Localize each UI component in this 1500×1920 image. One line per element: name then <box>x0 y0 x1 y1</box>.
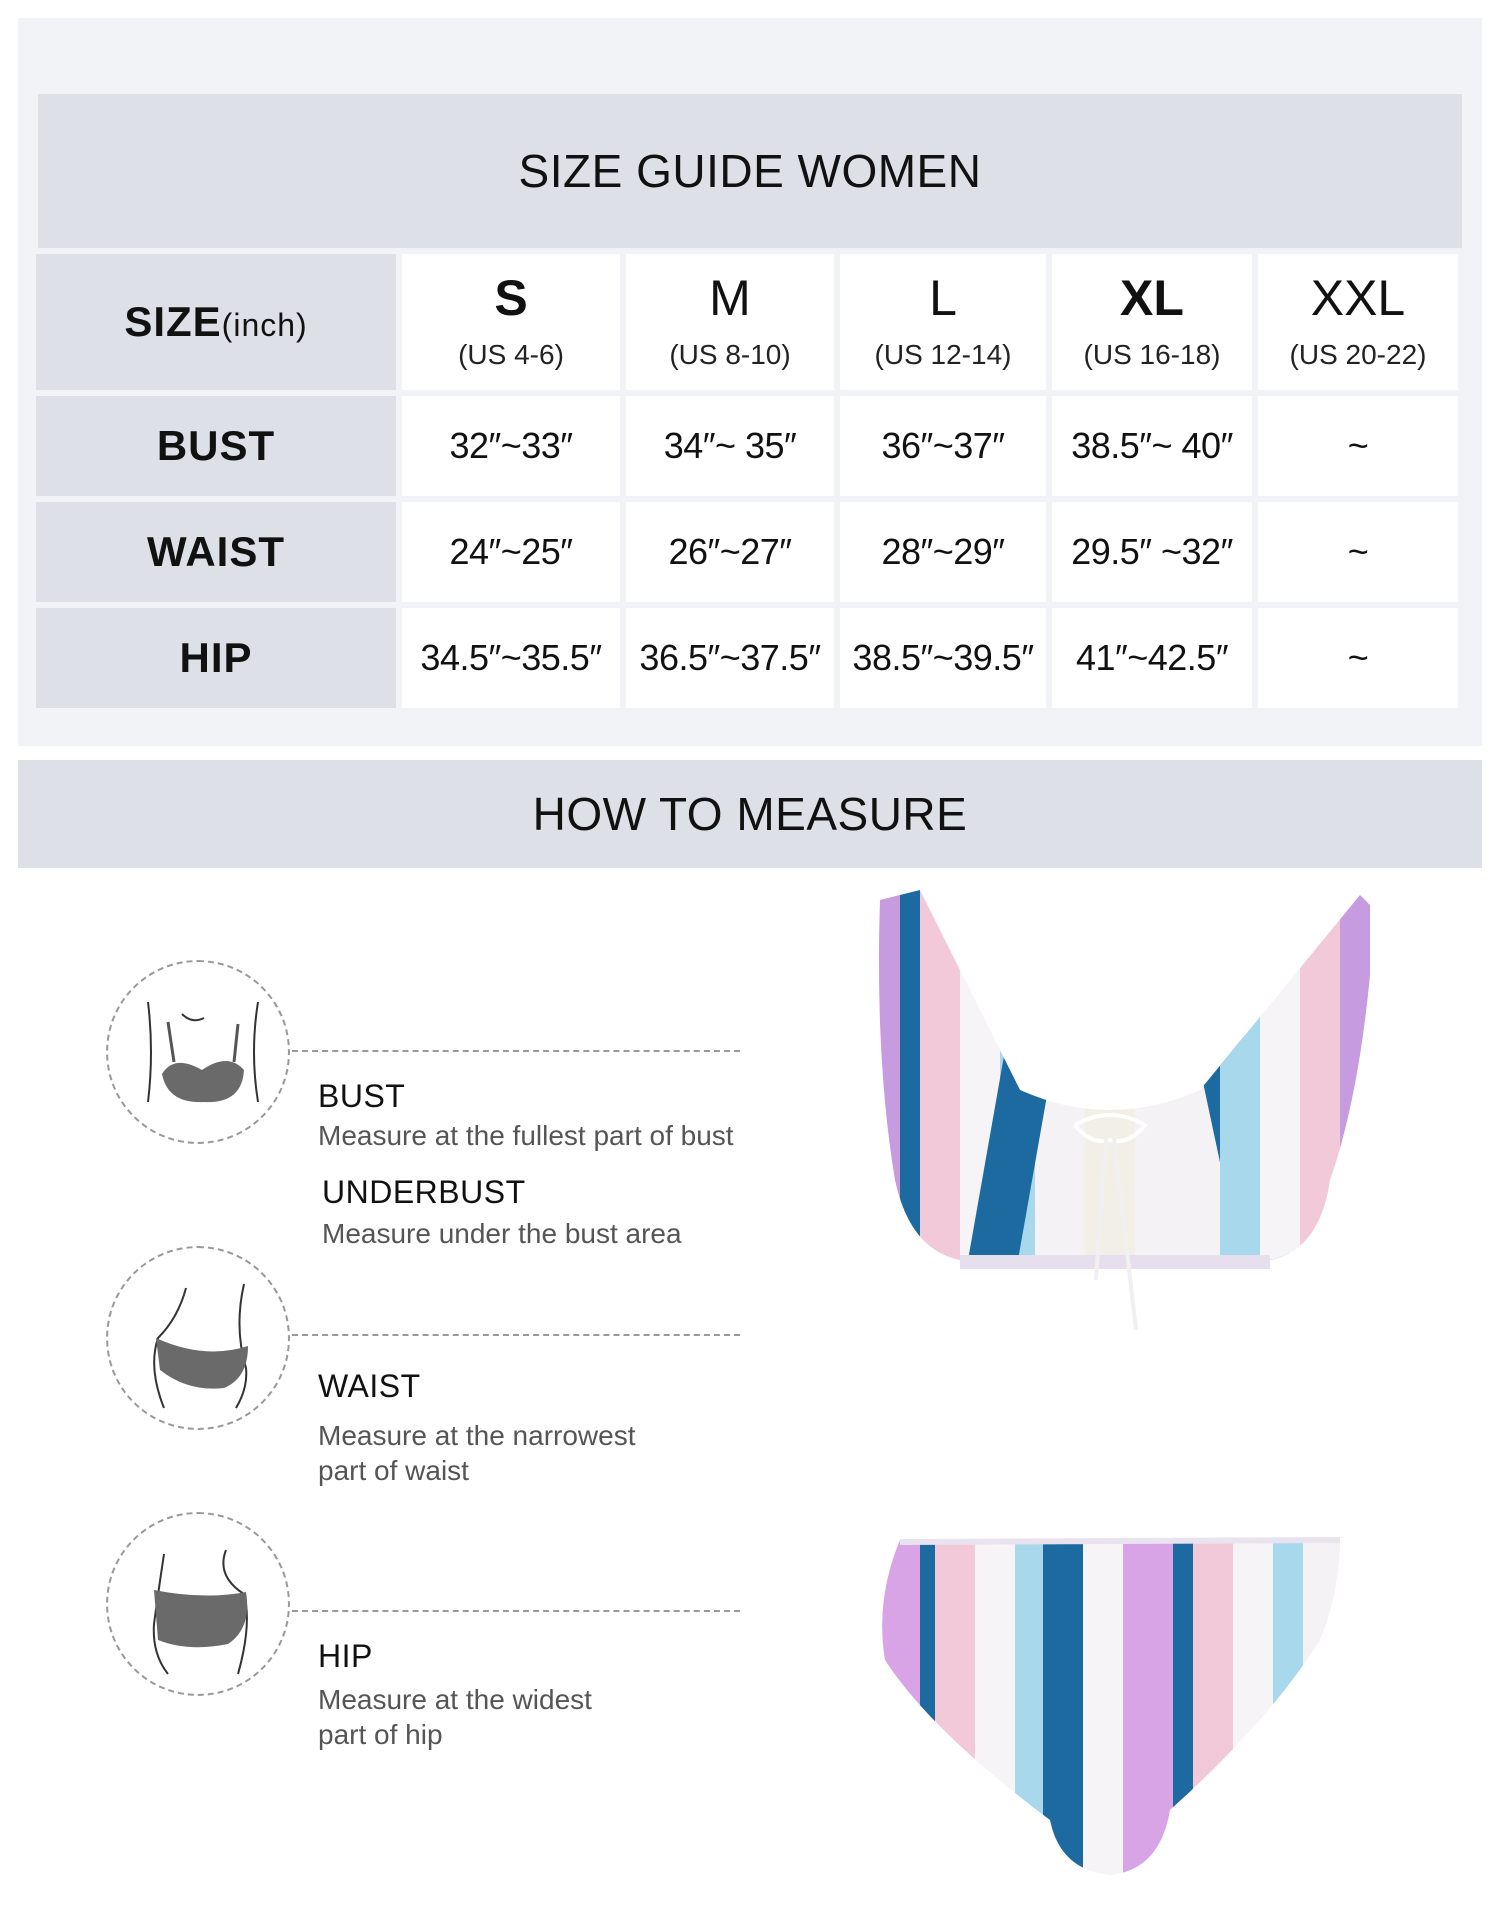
waist-illustration <box>106 1246 290 1430</box>
hip-label: HIP <box>318 1638 373 1674</box>
size-header-label: SIZE(inch) <box>124 298 308 345</box>
size-col-xxl <box>1258 254 1458 390</box>
table-cell: 28″~29″ <box>840 502 1046 602</box>
size-letter: M <box>709 270 751 326</box>
table-cell: 26″~27″ <box>626 502 834 602</box>
table-cell: 24″~25″ <box>402 502 620 602</box>
row-label-hip: HIP <box>36 608 396 708</box>
bust-guide-line <box>292 1050 740 1052</box>
how-to-measure-bar <box>18 760 1482 868</box>
table-cell: 34.5″~35.5″ <box>402 608 620 708</box>
bikini-top-image <box>870 880 1370 1360</box>
size-letter: XL <box>1120 270 1184 326</box>
table-cell: 36″~37″ <box>840 396 1046 496</box>
table-cell: 38.5″~ 40″ <box>1052 396 1252 496</box>
size-letter: XXL <box>1310 270 1406 326</box>
table-cell: ~ <box>1258 608 1458 708</box>
size-col-m <box>626 254 834 390</box>
row-label-waist: WAIST <box>36 502 396 602</box>
size-us-range: (US 20-22) <box>1289 339 1427 370</box>
table-cell: 29.5″ ~32″ <box>1052 502 1252 602</box>
table-cell: 41″~42.5″ <box>1052 608 1252 708</box>
size-letter: S <box>494 270 528 326</box>
size-guide-title: SIZE GUIDE WOMEN <box>518 145 982 197</box>
hip-briefs-icon <box>108 1514 292 1698</box>
how-to-measure-title: HOW TO MEASURE <box>532 788 968 840</box>
bikini-bottom-image <box>870 1530 1350 1890</box>
briefs-icon <box>108 1248 292 1432</box>
table-cell: 36.5″~37.5″ <box>626 608 834 708</box>
size-letter: L <box>929 270 957 326</box>
hip-illustration <box>106 1512 290 1696</box>
underbust-description: Measure under the bust area <box>322 1218 682 1249</box>
size-col-s <box>402 254 620 390</box>
size-us-range: (US 8-10) <box>669 339 791 370</box>
hip-guide-line <box>292 1610 740 1612</box>
bust-illustration <box>106 960 290 1144</box>
table-cell: ~ <box>1258 502 1458 602</box>
underbust-label: UNDERBUST <box>322 1174 526 1210</box>
size-us-range: (US 4-6) <box>458 339 564 370</box>
table-cell: 34″~ 35″ <box>626 396 834 496</box>
bust-label: BUST <box>318 1078 406 1114</box>
bust-description: Measure at the fullest part of bust <box>318 1120 734 1151</box>
table-cell: 32″~33″ <box>402 396 620 496</box>
waist-label: WAIST <box>318 1368 421 1404</box>
size-header-cell <box>36 254 396 390</box>
table-cell: ~ <box>1258 396 1458 496</box>
bra-icon <box>108 962 292 1146</box>
hip-description: Measure at the widest part of hip <box>318 1684 592 1750</box>
waist-description: Measure at the narrowest part of waist <box>318 1420 636 1486</box>
size-us-range: (US 12-14) <box>874 339 1012 370</box>
size-guide-title-bar <box>38 94 1462 248</box>
waist-guide-line <box>292 1334 740 1336</box>
row-label-bust: BUST <box>36 396 396 496</box>
size-col-l <box>840 254 1046 390</box>
size-col-xl <box>1052 254 1252 390</box>
table-cell: 38.5″~39.5″ <box>840 608 1046 708</box>
size-us-range: (US 16-18) <box>1083 339 1221 370</box>
